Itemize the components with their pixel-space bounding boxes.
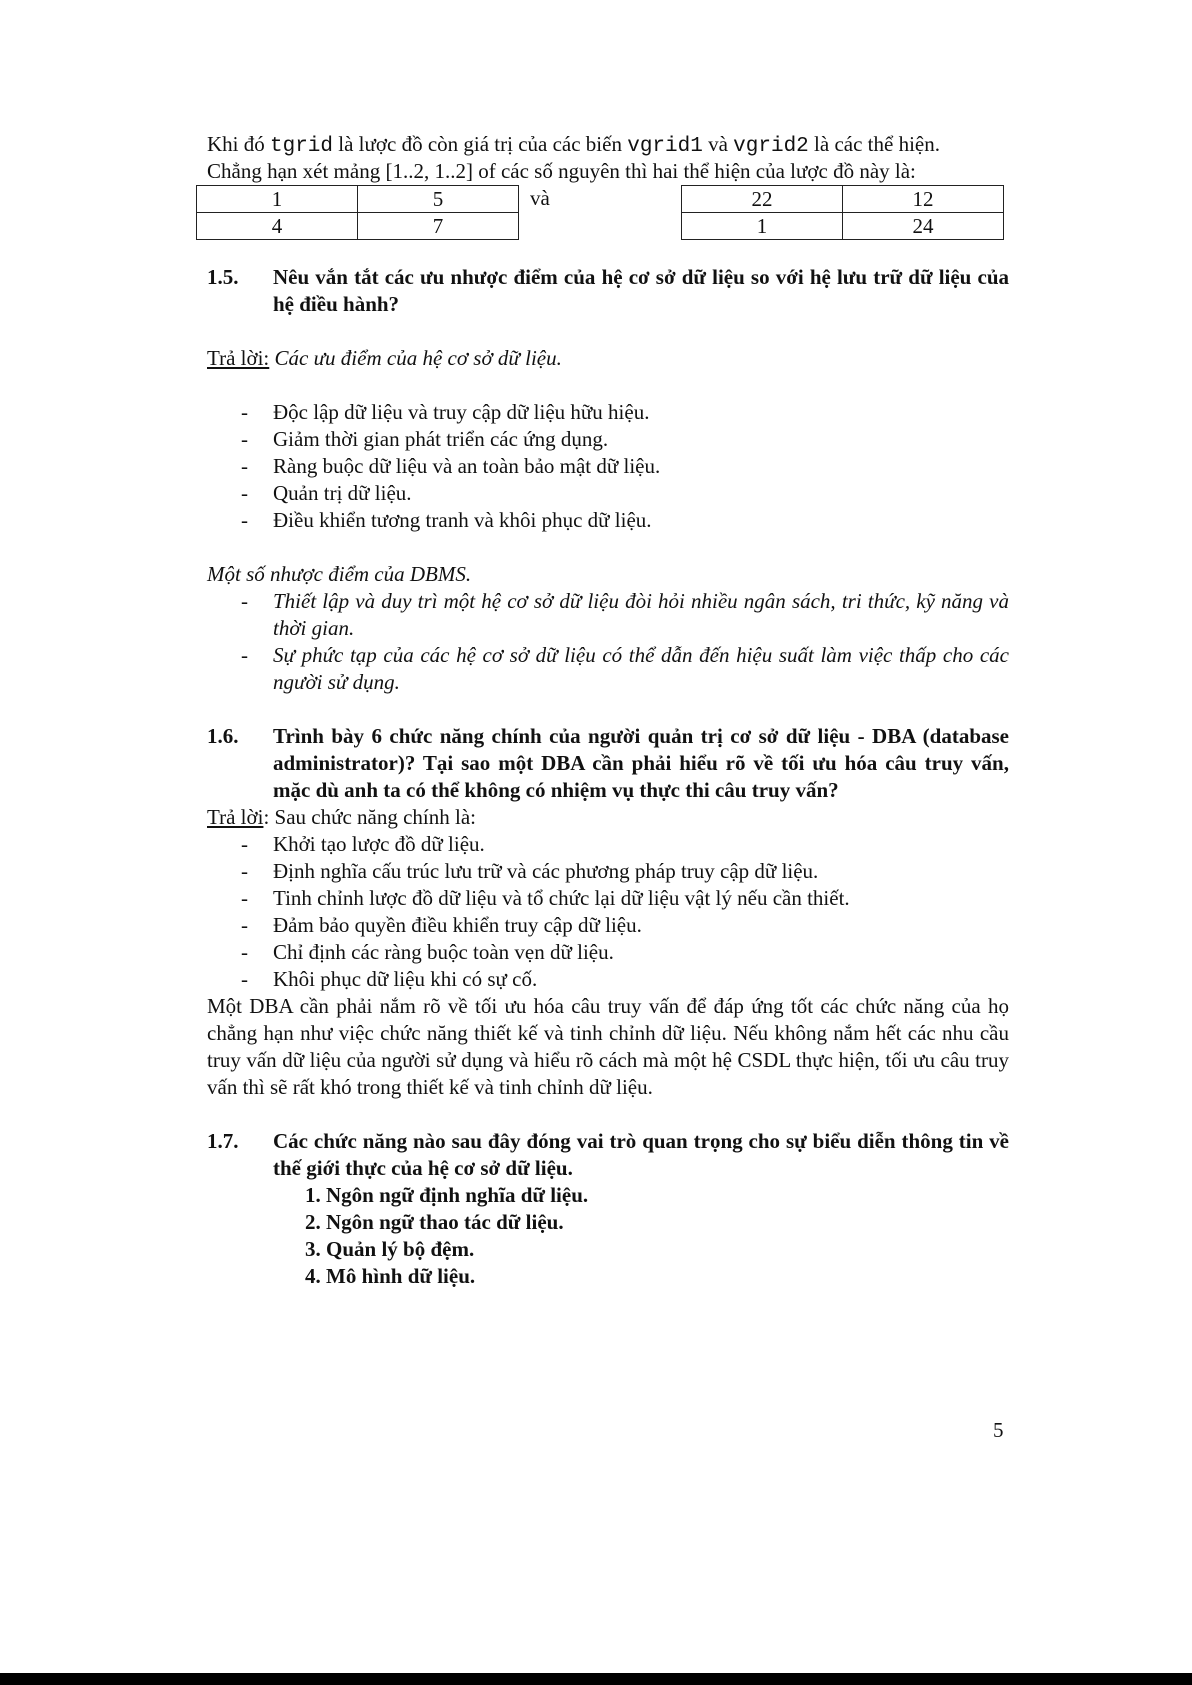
table-cell: 1 [197, 186, 358, 213]
table-cell: 1 [682, 213, 843, 240]
table-row [682, 213, 1004, 240]
table-cell: 22 [682, 186, 843, 213]
question-1-7-options [207, 1182, 1009, 1290]
disadvantages-title: Một số nhược điểm của DBMS. [207, 562, 472, 586]
bottom-border [0, 1673, 1192, 1685]
list-item: - Độc lập dữ liệu và truy cập dữ liệu hữu hiệu. [207, 399, 1009, 426]
question-number: 1.7. [207, 1129, 239, 1153]
list-item: - Định nghĩa cấu trúc lưu trữ và các phương pháp truy cập dữ liệu. [207, 858, 1009, 885]
option-item: 1. Ngôn ngữ định nghĩa dữ liệu. [305, 1183, 589, 1207]
question-number: 1.6. [207, 724, 239, 748]
code-vgrid2: vgrid2 [733, 135, 809, 158]
table-cell: 5 [358, 186, 519, 213]
document-page [207, 131, 1009, 1290]
answer-label: Trả lời: [207, 346, 270, 370]
option-item: 3. Quản lý bộ đệm. [305, 1237, 475, 1261]
table-row [197, 213, 519, 240]
list-item: - Giảm thời gian phát triển các ứng dụng. [207, 426, 1009, 453]
page-number: 5 [993, 1418, 1004, 1442]
table-row [197, 186, 519, 213]
code-vgrid1: vgrid1 [627, 135, 703, 158]
list-item: - Ràng buộc dữ liệu và an toàn bảo mật dữ liệu. [207, 453, 1009, 480]
list-item: - Sự phức tạp của các hệ cơ sở dữ liệu có thể dẫn đến hiệu suất làm việc thấp cho các người sử dụng. [207, 642, 1009, 696]
table-cell: 12 [843, 186, 1004, 213]
intro-paragraph: Khi đó tgrid là lược đồ còn giá trị của các biến vgrid1 và vgrid2 là các thể hiện. [207, 132, 940, 158]
list-item: - Quản trị dữ liệu. [207, 480, 1009, 507]
question-text: Trình bày 6 chức năng chính của người quản trị cơ sở dữ liệu - DBA (database administrator)? Tại sao một DBA cần phải hiểu rõ về tối ưu hóa câu truy vấn, mặc dù anh ta có thể không có nhiệm vụ thực thi câu truy vấn? [273, 724, 1009, 802]
list-item: - Khởi tạo lược đồ dữ liệu. [207, 831, 1009, 858]
advantages-list [207, 399, 1009, 534]
option-item: 2. Ngôn ngữ thao tác dữ liệu. [305, 1210, 564, 1234]
question-1-5 [207, 264, 1009, 318]
question-1-6 [207, 723, 1009, 804]
question-text: Nêu vắn tắt các ưu nhược điểm của hệ cơ sở dữ liệu so với hệ lưu trữ dữ liệu của hệ điều hành? [273, 265, 1009, 316]
list-item: - Đảm bảo quyền điều khiển truy cập dữ liệu. [207, 912, 1009, 939]
instance-table-2 [681, 185, 1004, 240]
table-row [682, 186, 1004, 213]
list-item: - Thiết lập và duy trì một hệ cơ sở dữ liệu đòi hỏi nhiều ngân sách, tri thức, kỹ năng và thời gian. [207, 588, 1009, 642]
example-tables [207, 185, 1009, 243]
list-item: - Điều khiển tương tranh và khôi phục dữ liệu. [207, 507, 1009, 534]
answer-1-5-intro: Trả lời: Các ưu điểm của hệ cơ sở dữ liệu. [207, 346, 562, 370]
table-cell: 4 [197, 213, 358, 240]
option-item: 4. Mô hình dữ liệu. [305, 1264, 476, 1288]
answer-1-6-explanation: Một DBA cần phải nắm rõ về tối ưu hóa câu truy vấn để đáp ứng tốt các chức năng của họ chẳng hạn như việc chức năng thiết kế và tinh chỉnh dữ liệu. Nếu không nắm hết các nhu cầu truy vấn dữ liệu của người sử dụng và hiểu rõ cách mà một hệ CSDL thực hiện, tối ưu câu truy vấn thì sẽ rất khó trong thiết kế và tinh chỉnh dữ liệu. [207, 994, 1009, 1099]
instance-table-1 [196, 185, 519, 240]
disadvantages-list [207, 588, 1009, 696]
dba-functions-list [207, 831, 1009, 993]
code-tgrid: tgrid [270, 135, 334, 158]
list-item: - Chỉ định các ràng buộc toàn vẹn dữ liệu. [207, 939, 1009, 966]
question-1-7 [207, 1128, 1009, 1182]
list-item: - Tinh chỉnh lược đồ dữ liệu và tổ chức lại dữ liệu vật lý nếu cần thiết. [207, 885, 1009, 912]
answer-label: Trả lời [207, 805, 264, 829]
table-cell: 7 [358, 213, 519, 240]
answer-1-6-intro: Trả lời: Sau chức năng chính là: [207, 805, 477, 829]
question-number: 1.5. [207, 265, 239, 289]
table-cell: 24 [843, 213, 1004, 240]
example-paragraph: Chẳng hạn xét mảng [1..2, 1..2] of các số nguyên thì hai thể hiện của lược đồ này là: [207, 159, 916, 183]
table-connector: và [530, 186, 550, 210]
list-item: - Khôi phục dữ liệu khi có sự cố. [207, 966, 1009, 993]
question-text: Các chức năng nào sau đây đóng vai trò quan trọng cho sự biểu diễn thông tin về thế giới thực của hệ cơ sở dữ liệu. [273, 1129, 1009, 1180]
